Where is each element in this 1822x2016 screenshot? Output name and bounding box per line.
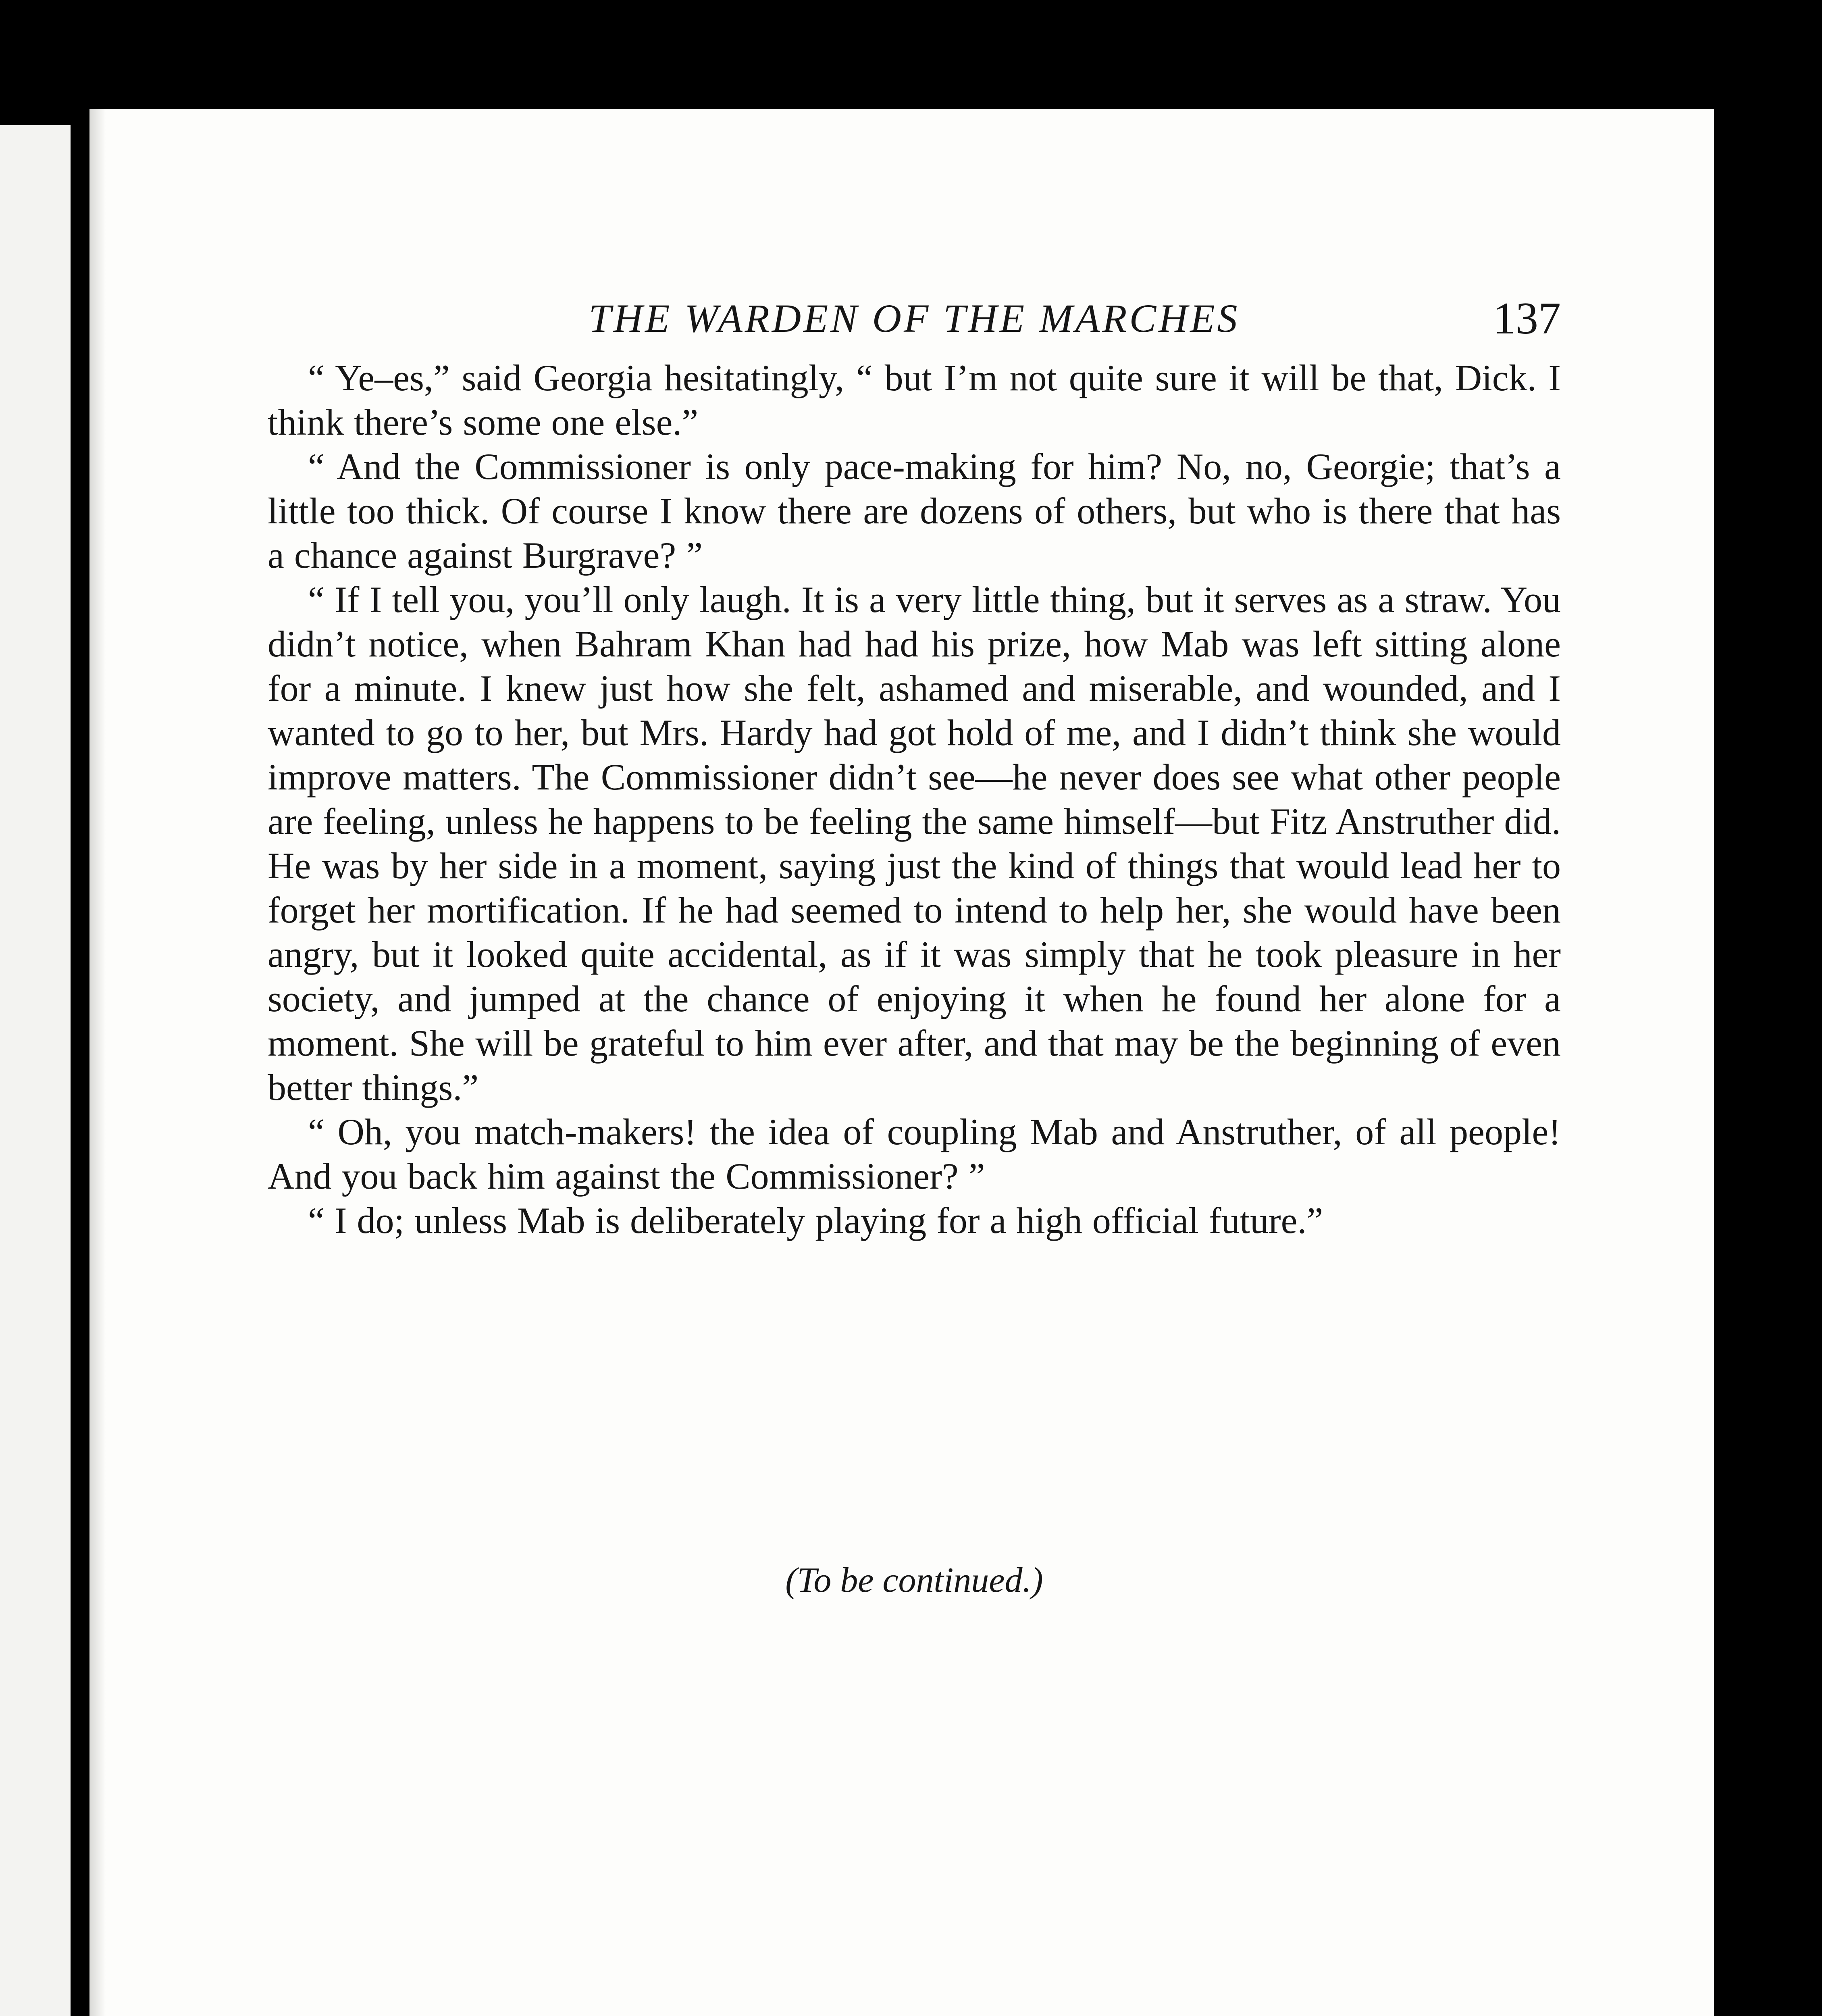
paragraph: “ And the Commissioner is only pace-making for him? No, no, Georgie; that’s a little too thick. Of course I know there are dozens of others, but who is there that has a chance against Burgrave? ” (268, 446, 1561, 576)
paragraph: “ I do; unless Mab is deliberately playing for a high official future.” (308, 1200, 1323, 1241)
paragraph: “ If I tell you, you’ll only laugh. It is a very little thing, but it serves as a straw. You didn’t notice, when Bahram Khan had had his prize, how Mab was left sitting alone for a minute. I knew just how she felt, ashamed and miserable, and wounded, and I wanted to go to her, but Mrs. Hardy had got hold of me, and I didn’t think she would improve matters. The Commissioner didn’t see—he never does see what other people are feeling, unless he happens to be feeling the same himself—but Fitz Anstruther did. He was by her side in a moment, saying just the kind of things that would lead her to forget her mortification. If he had seemed to intend to help her, she would have been angry, but it looked quite accidental, as if it was simply that he took pleasure in her society, and jumped at the chance of enjoying it when he found her alone for a moment. She will be grateful to him ever after, and that may be the beginning of even better things.” (268, 579, 1561, 1108)
paragraph: “ Ye–es,” said Georgia hesitatingly, “ but I’m not quite sure it will be that, Dick. I think there’s some one else.” (268, 357, 1561, 443)
gutter-shadow (89, 109, 106, 2016)
left-page-edge (0, 125, 71, 2016)
body-text (268, 356, 1561, 1243)
running-title: THE WARDEN OF THE MARCHES (589, 296, 1240, 341)
continuation-note: (To be continued.) (785, 1561, 1043, 1600)
book-page (89, 109, 1714, 2016)
running-head (268, 288, 1561, 357)
page-number: 137 (1493, 294, 1561, 344)
paragraph: “ Oh, you match-makers! the idea of coupling Mab and Anstruther, of all people! And you back him against the Commissioner? ” (268, 1111, 1561, 1197)
